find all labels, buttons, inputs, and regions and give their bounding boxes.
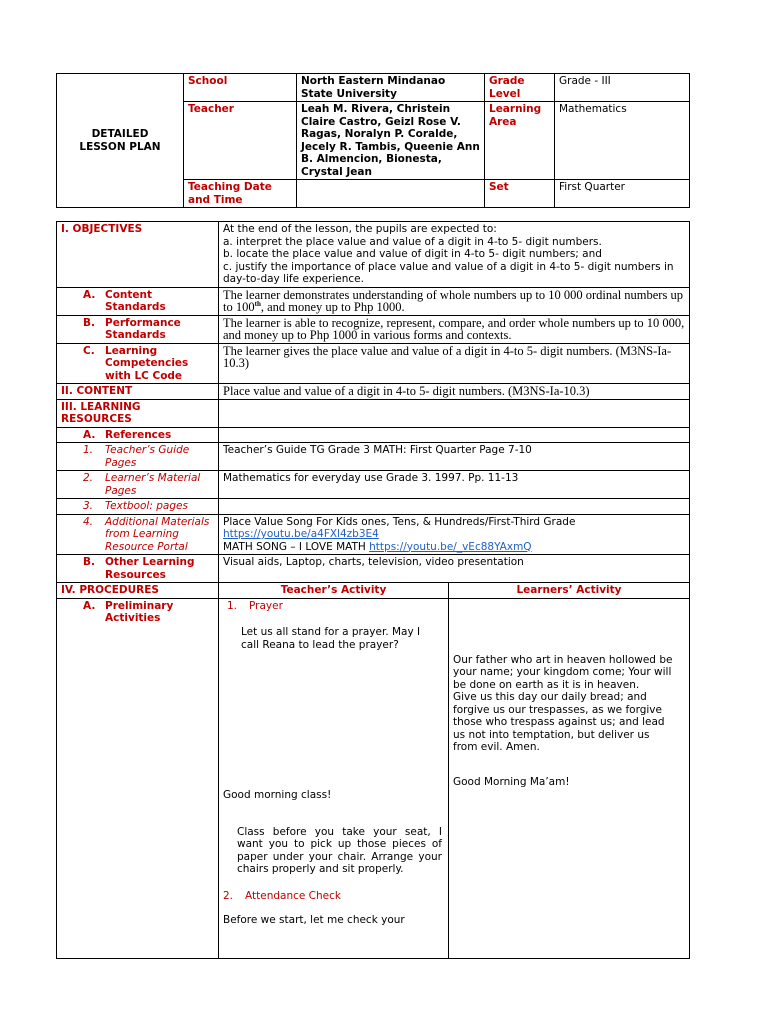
doc-title-line2: LESSON PLAN [79, 140, 161, 153]
learning-area-value: Mathematics [555, 102, 690, 180]
date-value [297, 180, 485, 208]
date-label: Teaching Date and Time [184, 180, 297, 208]
performance-text: The learner is able to recognize, represent, compare, and order whole numbers up to 10 000, and money up to Php 1000 in various forms and contexts. [219, 315, 690, 343]
greet-learners: Good Morning Ma’am! [453, 775, 570, 788]
other-value: Visual aids, Laptop, charts, television, video presentation [219, 555, 690, 583]
references-num: A. [83, 428, 96, 441]
lesson-plan-table [56, 221, 690, 959]
procedures-label: IV. PROCEDURES [57, 583, 219, 599]
lm-label: Learner’s Material Pages [105, 472, 201, 497]
school-label: School [184, 74, 297, 102]
learner-activity-header: Learners’ Activity [449, 583, 690, 599]
competencies-text: The learner gives the place value and value of a digit in 4-to 5- digit numbers. (M3NS-Ia-10.3) [219, 343, 690, 384]
prayer-teacher: Let us all stand for a prayer. May I call Reana to lead the prayer? [241, 626, 421, 651]
add-line2: MATH SONG – I LOVE MATH [223, 540, 370, 553]
prelim-num: A. [83, 599, 96, 612]
video-link-2[interactable]: https://youtu.be/_vEc88YAxmQ [369, 540, 532, 553]
learner-activity-cell [449, 598, 690, 958]
add-num: 4. [83, 515, 94, 528]
objectives-row [57, 222, 690, 288]
content-standards-text: The learner demonstrates understanding of whole numbers up to 10 000 ordinal numbers up to 100th, and money up to Php 1000. [219, 287, 690, 315]
tg-label: Teacher’s Guide Pages [105, 444, 190, 469]
content-standards-num: A. [83, 288, 96, 301]
lm-num: 2. [83, 472, 94, 484]
resources-label: III. LEARNING RESOURCES [57, 399, 219, 427]
objectives-text [219, 222, 690, 288]
attendance-teacher: Before we start, let me check your [223, 914, 405, 926]
performance-num: B. [83, 316, 95, 329]
textbook-row [57, 499, 690, 515]
preliminary-row [57, 598, 690, 958]
other-num: B. [83, 556, 95, 568]
attendance-label: Attendance Check [245, 889, 341, 902]
other-resources-row [57, 555, 690, 583]
procedures-header-row [57, 583, 690, 599]
set-label: Set [485, 180, 555, 208]
grade-level-label: Grade Level [485, 74, 555, 102]
objective-a: a. interpret the place value and value of a digit in 4-to 5- digit numbers. [223, 235, 602, 248]
resources-row [57, 399, 690, 427]
school-value: North Eastern Mindanao State University [297, 74, 485, 102]
objectives-label: I. OBJECTIVES [57, 222, 219, 288]
performance-standards-row [57, 315, 690, 343]
tb-value [219, 499, 690, 515]
tg-num: 1. [83, 444, 94, 456]
seat-teacher: Class before you take your seat, I want you to pick up those pieces of paper under your chair. Arrange your chairs properly and sit properly. [237, 825, 442, 875]
video-link-1[interactable]: https://youtu.be/a4FXl4zb3E4 [223, 528, 379, 540]
performance-label: Performance Standards [105, 316, 181, 341]
competencies-row [57, 343, 690, 384]
tg-value: Teacher’s Guide TG Grade 3 MATH: First Quarter Page 7-10 [219, 443, 690, 471]
greet-teacher: Good morning class! [223, 789, 332, 801]
content-label: II. CONTENT [57, 384, 219, 400]
learning-area-label: Learning Area [485, 102, 555, 180]
doc-title [57, 74, 184, 208]
objective-c: c. justify the importance of place value and value of a digit in 4-to 5- digit numbers in day-to-day life experience. [223, 260, 674, 285]
references-row [57, 427, 690, 443]
prayer-num: 1. [227, 599, 238, 612]
references-label: References [105, 428, 172, 441]
header-table [56, 73, 690, 208]
prelim-label: Preliminary Activities [105, 599, 174, 624]
other-label: Other Learning Resources [105, 556, 195, 581]
competencies-label: Learning Competencies with LC Code [105, 344, 189, 382]
objectives-intro: At the end of the lesson, the pupils are expected to: [223, 223, 497, 235]
add-line1: Place Value Song For Kids ones, Tens, & Hundreds/First-Third Grade [223, 515, 576, 528]
content-text: Place value and value of a digit in 4-to 5- digit numbers. (M3NS-Ia-10.3) [219, 384, 690, 400]
grade-level-value: Grade - III [555, 74, 690, 102]
add-label: Additional Materials from Learning Resource Portal [105, 515, 210, 553]
teacher-activity-header: Teacher’s Activity [219, 583, 449, 599]
content-row [57, 384, 690, 400]
content-standards-label: Content Standards [105, 288, 166, 313]
teacher-value: Leah M. Rivera, Christein Claire Castro, Geizl Rose V. Ragas, Noralyn P. Coralde, Jecely R. Tambis, Queenie Ann B. Almencion, Bionesta, Crystal Jean [297, 102, 485, 180]
doc-title-line1: DETAILED [91, 128, 149, 140]
lm-value: Mathematics for everyday use Grade 3. 1997. Pp. 11-13 [219, 471, 690, 499]
set-value: First Quarter [555, 180, 690, 208]
tb-num: 3. [83, 500, 94, 512]
teacher-label: Teacher [184, 102, 297, 180]
objective-b: b. locate the place value and value of digit in 4-to 5- digit numbers; and [223, 248, 602, 260]
prayer-label: Prayer [249, 599, 283, 612]
additional-materials-row [57, 514, 690, 555]
attendance-num: 2. [223, 889, 234, 902]
competencies-num: C. [83, 344, 95, 357]
content-standards-row [57, 287, 690, 315]
teacher-activity-cell [219, 598, 449, 958]
teachers-guide-row [57, 443, 690, 471]
learners-material-row [57, 471, 690, 499]
prayer-learners: Our father who art in heaven hollowed be your name; your kingdom come; Your will be done on earth as it is in heaven. Give us this day our daily bread; and forgive us our trespasses, as we forgive those who trespass against us; and lead us not into temptation, but deliver us from evil. Amen. [453, 653, 673, 753]
content-standards-sup: th [254, 299, 261, 308]
tb-label: Textbool: pages [105, 500, 188, 512]
